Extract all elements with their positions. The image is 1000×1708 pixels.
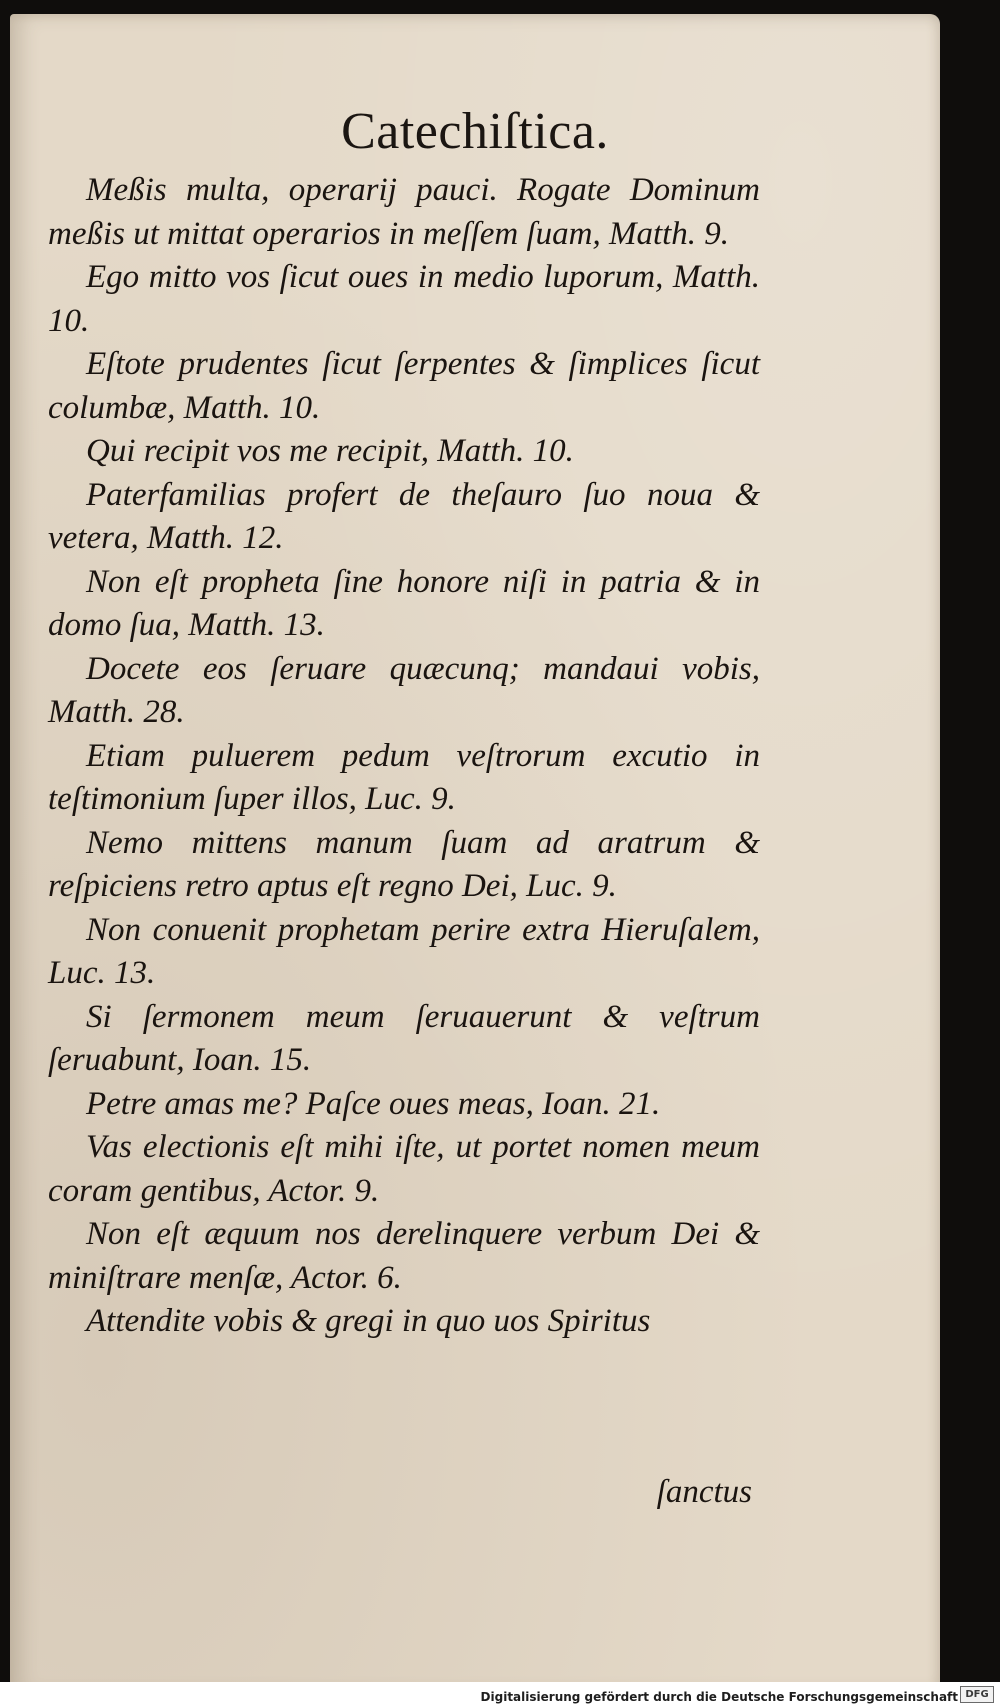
verse-paragraph: Petre amas me? Paſce oues meas, Ioan. 21. [86, 1085, 661, 1122]
verse-paragraph: Eſtote prudentes ſicut ſerpentes & ſimplices ſicut columbæ, Matth. 10. [48, 346, 760, 426]
text-block [48, 169, 760, 1344]
verse-paragraph: Attendite vobis & gregi in quo uos Spiritus [86, 1303, 651, 1339]
verse-paragraph: Non eſt propheta ſine honore niſi in patria & in domo ſua, Matth. 13. [48, 563, 760, 643]
dfg-logo: DFG [960, 1686, 994, 1703]
verse-paragraph: Si ſermonem meum ſeruauerunt & veſtrum ſeruabunt, Ioan. 15. [48, 998, 760, 1078]
verse-paragraph: Qui recipit vos me recipit, Matth. 10. [86, 433, 574, 469]
book-page [10, 14, 940, 1694]
verse-paragraph: Paterfamilias profert de theſauro ſuo noua & vetera, Matth. 12. [48, 476, 760, 556]
verse-paragraph: Vas electionis eſt mihi iſte, ut portet nomen meum coram gentibus, Actor. 9. [48, 1129, 760, 1209]
footer-bar [0, 1682, 1000, 1708]
verse-paragraph: Non conuenit prophetam perire extra Hieruſalem, Luc. 13. [48, 911, 760, 991]
verse-paragraph: Nemo mittens manum ſuam ad aratrum & reſpiciens retro aptus eſt regno Dei, Luc. 9. [48, 824, 760, 904]
verse-paragraph: Meßis multa, operarij pauci. Rogate Dominum meßis ut mittat operarios in meſſem ſuam, Matth. 9. [48, 172, 760, 252]
digitization-credit: Digitalisierung gefördert durch die Deutsche Forschungsgemeinschaft [480, 1690, 958, 1704]
verse-paragraph: Docete eos ſeruare quæcunq; mandaui vobis, Matth. 28. [48, 650, 760, 730]
verse-paragraph: Ego mitto vos ſicut oues in medio luporum, Matth. 10. [48, 259, 760, 339]
verse-paragraph: Etiam puluerem pedum veſtrorum excutio in teſtimonium ſuper illos, Luc. 9. [48, 737, 760, 817]
catchword: ſanctus [656, 1474, 752, 1510]
verse-paragraph: Non eſt æquum nos derelinquere verbum Dei & miniſtrare menſæ, Actor. 6. [48, 1216, 760, 1296]
page-header: Catechiſtica. [341, 103, 609, 160]
